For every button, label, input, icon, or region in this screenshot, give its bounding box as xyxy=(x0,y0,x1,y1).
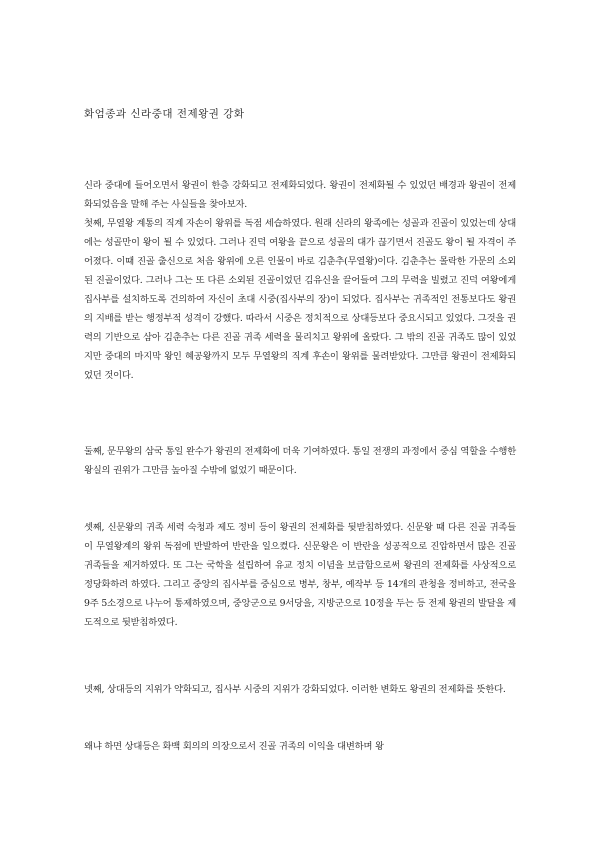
paragraph-intro: 신라 중대에 들어오면서 왕권이 한층 강화되고 전제화되었다. 왕권이 전제화될 수 있었던 배경과 왕권이 전제화되었음을 말해 주는 사실들을 찾아보자. xyxy=(84,180,516,210)
paragraph-second: 둘째, 문무왕의 삼국 통일 완수가 왕권의 전제화에 더욱 기여하였다. 통일 전쟁의 과정에서 중심 역할을 수행한 왕실의 권위가 그만큼 높아질 수밖에 없었기 때문이다. xyxy=(84,446,516,476)
paragraph-fourth: 넷째, 상대등의 지위가 약화되고, 집사부 시중의 지위가 강화되었다. 이러한 변화도 왕권의 전제화를 뜻한다. xyxy=(84,684,506,695)
paragraph-continuation: 왜냐 하면 상대등은 화백 회의의 의장으로서 진골 귀족의 이익을 대변하며 왕 xyxy=(84,741,384,752)
document-title: 화엄종과 신라중대 전제왕권 강화 xyxy=(84,108,245,120)
paragraph-third: 셋째, 신문왕의 귀족 세력 숙청과 제도 정비 등이 왕권의 전제화를 뒷받침하였다. 신문왕 때 다른 진골 귀족들이 무열왕계의 왕위 독점에 반발하여 반란을 일으켰다. 신문왕은 이 반란을 성공적으로 진압하면서 많은 진골 귀족들을 제거하였다. 또 그는 국학을 설립하여 유교 정치 이념을 보급함으로써 왕권의 전제화를 사상적으로 정당화하려 하였다. 그리고 중앙의 집사부를 중심으로 병부, 창부, 예작부 등 14개의 관청을 정비하고, 전국을 9주 5소경으로 나누어 통제하였으며, 중앙군으로 9서당을, 지방군으로 10정을 두는 등 전제 왕권의 발달을 제도적으로 뒷받침하였다. xyxy=(84,522,516,628)
paragraph-first: 첫째, 무열왕 계통의 직계 자손이 왕위를 독점 세습하였다. 원래 신라의 왕족에는 성골과 진골이 있었는데 상대에는 성골만이 왕이 될 수 있었다. 그러나 진덕 여왕을 끝으로 성골의 대가 끊기면서 진골도 왕이 될 자격이 주어졌다. 이때 진골 출신으로 처음 왕위에 오른 인물이 바로 김춘추(무열왕)이다. 김춘추는 몰락한 가문의 소외된 진골이었다. 그러나 그는 또 다른 소외된 진골이었던 김유신을 끌어들여 그의 무력을 빌렸고 진덕 여왕에게 집사부를 설치하도록 건의하여 자신이 초대 시중(집사부의 장)이 되었다. 집사부는 귀족적인 전통보다도 왕권의 지배를 받는 행정부적 성격이 강했다. 따라서 시중은 정치적으로 상대등보다 중요시되고 있었다. 그것을 권력의 기반으로 삼아 김춘추는 다른 진골 귀족 세력을 물리치고 왕위에 올랐다. 그 밖의 진골 귀족도 많이 있었지만 중대의 마지막 왕인 혜공왕까지 모두 무열왕의 직계 후손이 왕위를 물려받았다. 그만큼 왕권이 전제화되었던 것이다. xyxy=(84,218,516,381)
